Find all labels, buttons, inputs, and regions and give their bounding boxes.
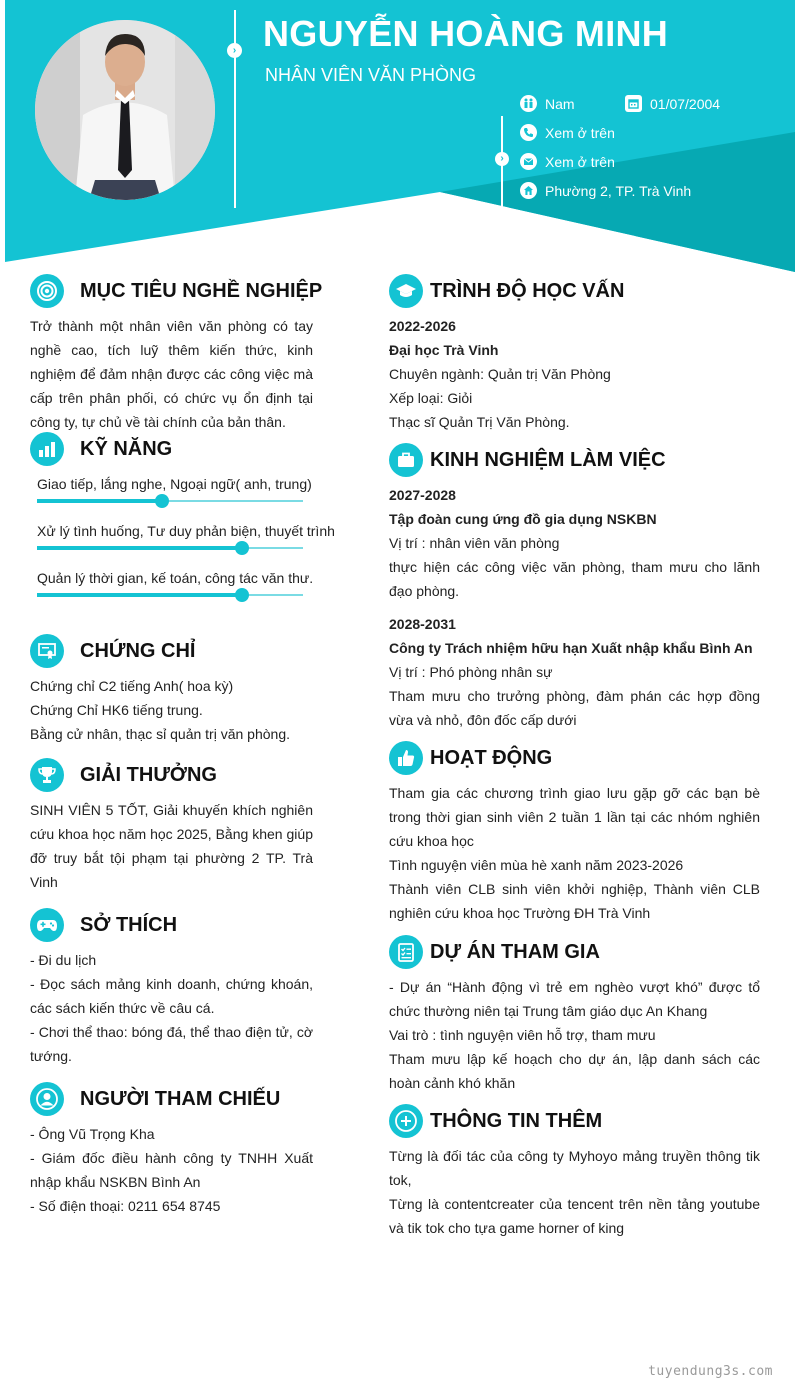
user-icon (30, 1082, 64, 1116)
experience-title: KINH NGHIỆM LÀM VIỆC (430, 448, 666, 471)
projects-section (389, 935, 760, 1104)
candidate-name: NGUYỄN HOÀNG MINH (263, 13, 669, 54)
activity-line: Thành viên CLB sinh viên khởi nghiệp, Thành viên CLB nghiên cứu khoa học Trường ĐH Trà Vinh (389, 881, 760, 921)
skill-label: Quản lý thời gian, kế toán, công tác văn thư. (37, 570, 314, 586)
education-school: Đại học Trà Vinh (389, 342, 499, 358)
education-period: 2022-2026 (389, 318, 456, 334)
address-value: Phường 2, TP. Trà Vinh (545, 182, 692, 199)
skill-label: Xử lý tình huống, Tư duy phản biện, thuyết trình (37, 523, 335, 539)
gender-icon (520, 95, 537, 112)
phone-icon (520, 124, 537, 141)
experience-company: Tập đoàn cung ứng đồ gia dụng NSKBN (389, 511, 657, 527)
experience-item (389, 612, 760, 741)
references-title: NGƯỜI THAM CHIẾU (80, 1087, 281, 1110)
certificate-line: Chứng Chỉ HK6 tiếng trung. (30, 702, 203, 718)
calendar-icon (625, 95, 642, 112)
experience-position: Vị trí : nhân viên văn phòng (389, 535, 560, 551)
certificate-line: Chứng chỉ C2 tiếng Anh( hoa kỳ) (30, 678, 234, 694)
trophy-icon (30, 758, 64, 792)
project-line: - Dự án “Hành động vì trẻ em nghèo vượt khó” được tổ chức thường niên tại Trung tâm giáo dục An Khang (389, 979, 760, 1019)
awards-text: SINH VIÊN 5 TỐT, Giải khuyến khích nghiên cứu khoa học năm học 2025, Bằng khen giúp đỡ truy bắt tội phạm tại phường 2 TP. Trà Vinh (30, 802, 313, 890)
experience-period: 2028-2031 (389, 616, 456, 632)
skill-track (37, 500, 303, 502)
hobby-line: - Đi du lịch (30, 952, 97, 968)
email-value: Xem ở trên (545, 153, 615, 170)
skill-knob (155, 494, 169, 508)
experience-desc: thực hiện các công việc văn phòng, tham mưu cho lãnh đạo phòng. (389, 559, 760, 599)
right-column (389, 274, 760, 1240)
phone-value: Xem ở trên (545, 124, 615, 141)
skill-track (37, 547, 303, 549)
avatar-photo-icon (35, 20, 215, 200)
skill-item (30, 568, 313, 615)
education-title: TRÌNH ĐỘ HỌC VẤN (430, 279, 625, 302)
skills-list (30, 474, 335, 634)
target-icon (30, 274, 64, 308)
reference-line: - Ông Vũ Trọng Kha (30, 1126, 155, 1142)
skill-fill (37, 593, 242, 597)
activities-section (389, 741, 760, 935)
objective-text: Trở thành một nhân viên văn phòng có tay nghề cao, tích luỹ thêm kiến thức, kinh nghiệm để đảm nhận được các công việc mà cấp trên phân phối, có chức vụ ổn định tại công ty, tự chủ về tài chính của bản thân. (30, 318, 313, 430)
skill-fill (37, 499, 162, 503)
projects-title: DỰ ÁN THAM GIA (430, 940, 600, 963)
chevron-right-icon: › (495, 152, 509, 166)
chevron-right-icon: › (227, 43, 242, 58)
left-column (30, 274, 335, 1218)
extra-line: Từng là đối tác của công ty Myhoyo mảng truyền thông tik tok, (389, 1148, 760, 1188)
envelope-icon (520, 153, 537, 170)
education-section (389, 274, 760, 443)
reference-line: - Số điện thoại: 0211 654 8745 (30, 1198, 221, 1214)
objective-section (30, 274, 323, 432)
job-title: NHÂN VIÊN VĂN PHÒNG (265, 65, 477, 85)
bar-chart-icon (30, 432, 64, 466)
education-line: Thạc sĩ Quản Trị Văn Phòng. (389, 414, 570, 430)
experience-section (389, 443, 760, 741)
references-section (30, 1082, 313, 1218)
extra-title: THÔNG TIN THÊM (430, 1109, 603, 1132)
activity-line: Tình nguyện viên mùa hè xanh năm 2023-2026 (389, 857, 684, 873)
header-divider (234, 10, 236, 208)
briefcase-icon (389, 443, 423, 477)
home-icon (520, 182, 537, 199)
certificates-section (30, 634, 313, 758)
skill-item (30, 474, 313, 521)
activity-line: Tham gia các chương trình giao lưu gặp gỡ các bạn bè trong thời gian sinh viên 2 tuần 1 lần tại các nhóm nghiên cứu khoa học (389, 785, 760, 849)
awards-section (30, 758, 313, 908)
certificates-title: CHỨNG CHỈ (80, 639, 196, 662)
education-line: Xếp loại: Giỏi (389, 390, 473, 406)
header (0, 0, 800, 275)
activities-title: HOẠT ĐỘNG (430, 746, 553, 769)
birthday-value: 01/07/2004 (650, 95, 721, 112)
avatar (35, 20, 215, 200)
checklist-icon (389, 935, 423, 969)
gender-info (520, 95, 575, 112)
watermark: tuyendung3s.com (648, 1364, 773, 1379)
skill-fill (37, 546, 242, 550)
experience-item (389, 483, 760, 612)
graduation-cap-icon (389, 274, 423, 308)
hobby-line: - Chơi thể thao: bóng đá, thể thao điện tử, cờ tướng. (30, 1024, 313, 1064)
project-line: Vai trò : tình nguyện viên hỗ trợ, tham mưu (389, 1027, 656, 1043)
skills-title: KỸ NĂNG (80, 437, 173, 460)
hobbies-section (30, 908, 313, 1082)
plus-circle-icon (389, 1104, 423, 1138)
experience-period: 2027-2028 (389, 487, 456, 503)
skill-item (30, 521, 335, 568)
experience-desc: Tham mưu cho trưởng phòng, đàm phán các hợp đồng vừa và nhỏ, đôn đốc cấp dưới (389, 688, 760, 728)
project-line: Tham mưu lập kế hoạch cho dự án, lập danh sách các hoàn cảnh khó khăn (389, 1051, 760, 1091)
birthday-info (625, 95, 720, 112)
experience-company: Công ty Trách nhiệm hữu hạn Xuất nhập khẩu Bình An (389, 640, 753, 656)
hobbies-title: SỞ THÍCH (80, 913, 178, 936)
certificate-icon (30, 634, 64, 668)
skill-knob (235, 588, 249, 602)
skill-knob (235, 541, 249, 555)
education-line: Chuyên ngành: Quản trị Văn Phòng (389, 366, 611, 382)
skill-track (37, 594, 303, 596)
gender-value: Nam (545, 95, 575, 112)
awards-title: GIẢI THƯỞNG (80, 763, 217, 786)
hobby-line: - Đọc sách mảng kinh doanh, chứng khoán, các sách kiến thức về câu cá. (30, 976, 313, 1016)
extra-section (389, 1104, 760, 1240)
skills-section (30, 432, 335, 634)
thumbs-up-icon (389, 741, 423, 775)
experience-position: Vị trí : Phó phòng nhân sự (389, 664, 553, 680)
reference-line: - Giám đốc điều hành công ty TNHH Xuất nhập khẩu NSKBN Bình An (30, 1150, 313, 1190)
certificate-line: Bằng cử nhân, thạc sỉ quản trị văn phòng. (30, 726, 290, 742)
extra-line: Từng là contentcreater của tencent trên nền tảng youtube và tik tok cho tựa game horner of king (389, 1196, 760, 1236)
objective-title: MỤC TIÊU NGHỀ NGHIỆP (80, 279, 323, 302)
address-info (520, 182, 691, 199)
phone-info (520, 124, 615, 141)
skill-label: Giao tiếp, lắng nghe, Ngoại ngữ( anh, trung) (37, 476, 312, 492)
email-info (520, 153, 615, 170)
gamepad-icon (30, 908, 64, 942)
